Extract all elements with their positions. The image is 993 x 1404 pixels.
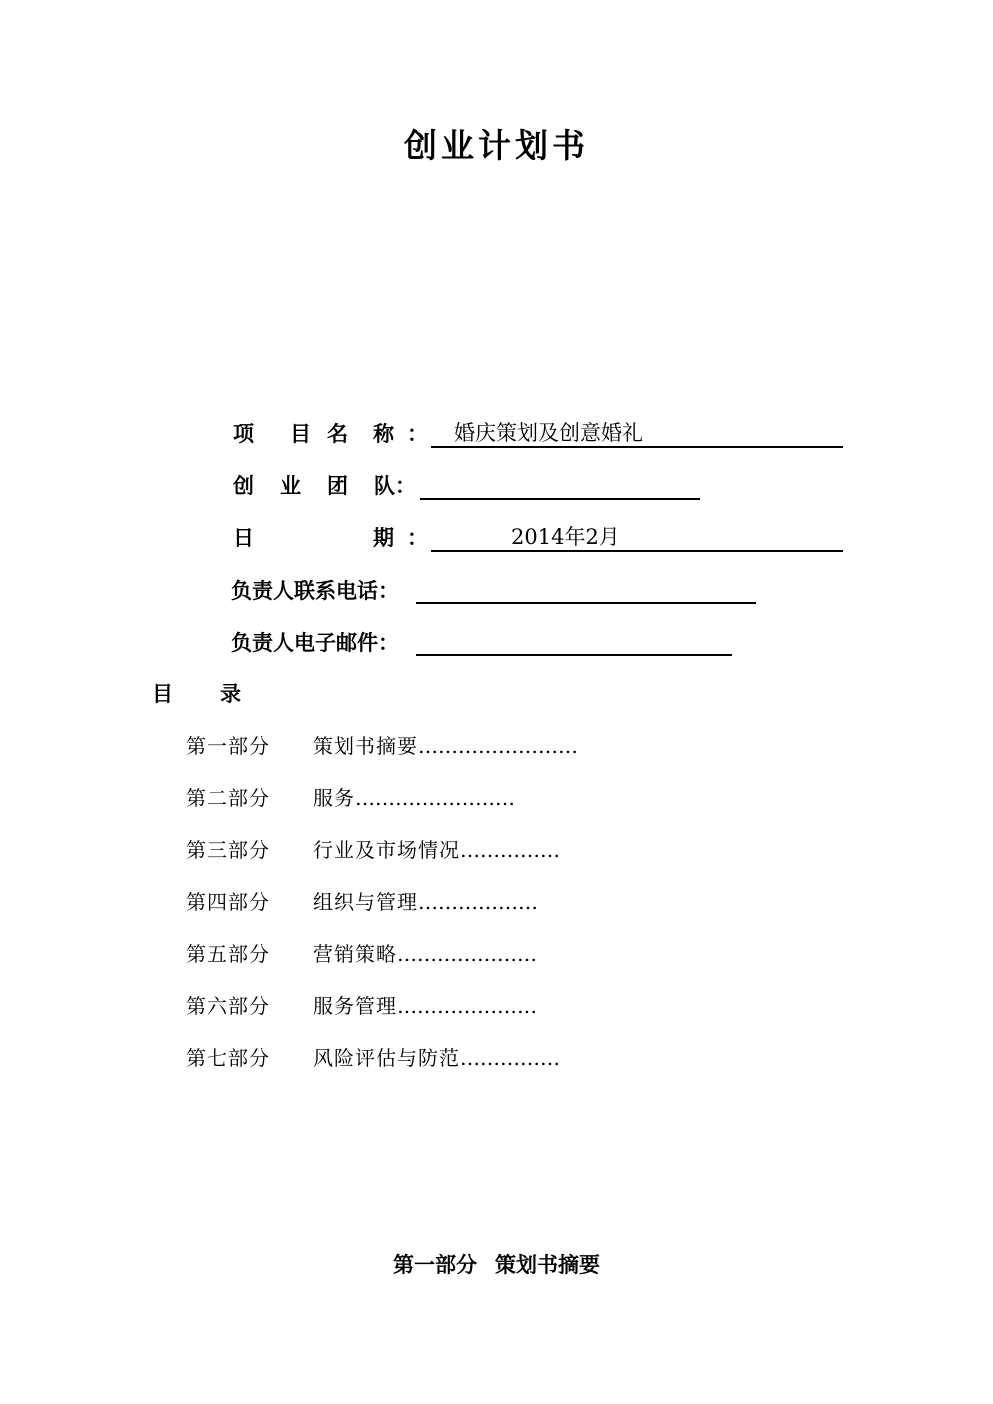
toc-dot-leader: …………………… xyxy=(418,734,578,758)
document-title: 创业计划书 xyxy=(404,126,589,165)
label-char: 期 xyxy=(373,525,394,550)
toc-part-title: 服务 xyxy=(313,786,355,810)
toc-item[interactable] xyxy=(186,940,537,968)
toc-item[interactable] xyxy=(186,888,538,916)
toc-part-title: 行业及市场情况 xyxy=(313,838,460,862)
toc-dot-leader: …………… xyxy=(460,1046,560,1070)
toc-part-number: 第四部分 xyxy=(186,890,270,914)
toc-part-title: 服务管理 xyxy=(313,994,397,1018)
toc-dot-leader: ……………… xyxy=(418,890,538,914)
label-char: 业 xyxy=(280,473,301,498)
label-char: 目 xyxy=(290,421,311,446)
toc-heading-char: 目 xyxy=(152,681,173,706)
toc-part-number: 第三部分 xyxy=(186,838,270,862)
toc-part-title: 策划书摘要 xyxy=(313,734,418,758)
label-char: 称 xyxy=(373,421,394,446)
toc-heading xyxy=(152,680,241,708)
toc-dot-leader: …………………… xyxy=(355,786,515,810)
toc-part-title: 组织与管理 xyxy=(313,890,418,914)
toc-part-number: 第一部分 xyxy=(186,734,270,758)
label-char: 项 xyxy=(233,421,254,446)
team-field[interactable] xyxy=(420,472,700,500)
project-name-field[interactable] xyxy=(431,420,843,448)
toc-dot-leader: ………………… xyxy=(397,942,537,966)
phone-label: 负责人联系电话： xyxy=(231,578,399,603)
toc-item[interactable] xyxy=(186,992,537,1020)
toc-item[interactable] xyxy=(186,784,515,812)
toc-part-number: 第六部分 xyxy=(186,994,270,1018)
email-field[interactable] xyxy=(416,628,732,656)
phone-field[interactable] xyxy=(416,576,756,604)
section-part-title: 策划书摘要 xyxy=(495,1252,600,1277)
date-field[interactable] xyxy=(431,524,843,552)
project-name-value: 婚庆策划及创意婚礼 xyxy=(454,421,643,445)
label-char: ： xyxy=(407,421,428,446)
toc-part-number: 第五部分 xyxy=(186,942,270,966)
toc-dot-leader: ………………… xyxy=(397,994,537,1018)
toc-item[interactable] xyxy=(186,1044,560,1072)
toc-item[interactable] xyxy=(186,732,578,760)
label-char: 日 xyxy=(233,525,254,550)
project-name-label xyxy=(233,420,428,448)
team-label xyxy=(233,472,416,500)
toc-dot-leader: …………… xyxy=(460,838,560,862)
toc-part-title: 营销策略 xyxy=(313,942,397,966)
date-value: 2014年2月 xyxy=(511,525,620,549)
toc-part-number: 第七部分 xyxy=(186,1046,270,1070)
label-char: 队： xyxy=(374,473,416,498)
label-char: 团 xyxy=(327,473,348,498)
email-label: 负责人电子邮件： xyxy=(231,630,399,655)
label-char: 名 xyxy=(327,421,348,446)
toc-part-title: 风险评估与防范 xyxy=(313,1046,460,1070)
label-char: ： xyxy=(407,525,428,550)
toc-item[interactable] xyxy=(186,836,560,864)
section-heading xyxy=(0,1250,993,1280)
date-label xyxy=(233,524,428,552)
toc-heading-char: 录 xyxy=(220,681,241,706)
toc-part-number: 第二部分 xyxy=(186,786,270,810)
section-part-number: 第一部分 xyxy=(393,1252,477,1277)
label-char: 创 xyxy=(233,473,254,498)
